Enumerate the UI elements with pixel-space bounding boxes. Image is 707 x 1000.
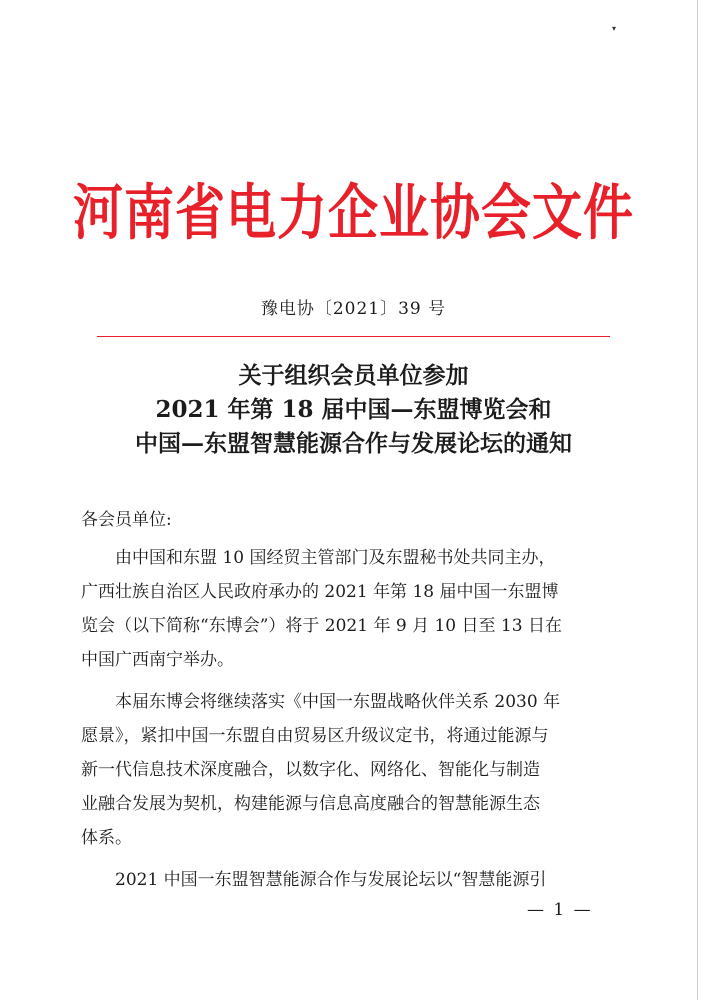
paragraph-line: 广西壮族自治区人民政府承办的 2021 年第 18 届中国一东盟博 (81, 582, 559, 602)
page-number: — 1 — (527, 900, 593, 920)
paragraph-line: 由中国和东盟 10 国经贸主管部门及东盟秘书处共同主办， (115, 548, 556, 568)
notice-title (0, 359, 707, 461)
paragraph-line: 中国广西南宁举办。 (81, 650, 234, 670)
document-header-title: 河南省电力企业协会文件 (73, 177, 634, 248)
notice-body (81, 503, 626, 905)
paragraph-line: 2021 中国一东盟智慧能源合作与发展论坛以“智慧能源引 (115, 870, 547, 890)
salutation: 各会员单位: (81, 510, 172, 530)
paragraph-line: 愿景》，紧扣中国一东盟自由贸易区升级议定书，将通过能源与 (81, 726, 549, 746)
paragraph-line: 览会（以下简称“东博会”）将于 2021 年 9 月 10 日至 13 日在 (81, 616, 562, 636)
red-divider-line (97, 336, 610, 337)
paragraph-line: 体系。 (81, 828, 132, 848)
corner-mark: ▾ (612, 24, 617, 33)
document-number: 豫电协〔2021〕39 号 (260, 299, 447, 319)
paragraph-2 (81, 685, 626, 855)
paragraph-1 (81, 541, 626, 677)
paragraph-line: 新一代信息技术深度融合，以数字化、网络化、智能化与制造 (81, 760, 540, 780)
paragraph-line: 业融合发展为契机，构建能源与信息高度融合的智慧能源生态 (81, 794, 540, 814)
notice-title-line-1: 关于组织会员单位参加 (238, 362, 469, 389)
page-edge (697, 0, 698, 1000)
paragraph-3 (81, 863, 626, 897)
paragraph-line: 本届东博会将继续落实《中国一东盟战略伙伴关系 2030 年 (115, 692, 561, 712)
notice-title-line-2: 2021 年第 18 届中国—东盟博览会和 (155, 396, 552, 423)
notice-title-line-3: 中国—东盟智慧能源合作与发展论坛的通知 (135, 430, 572, 457)
